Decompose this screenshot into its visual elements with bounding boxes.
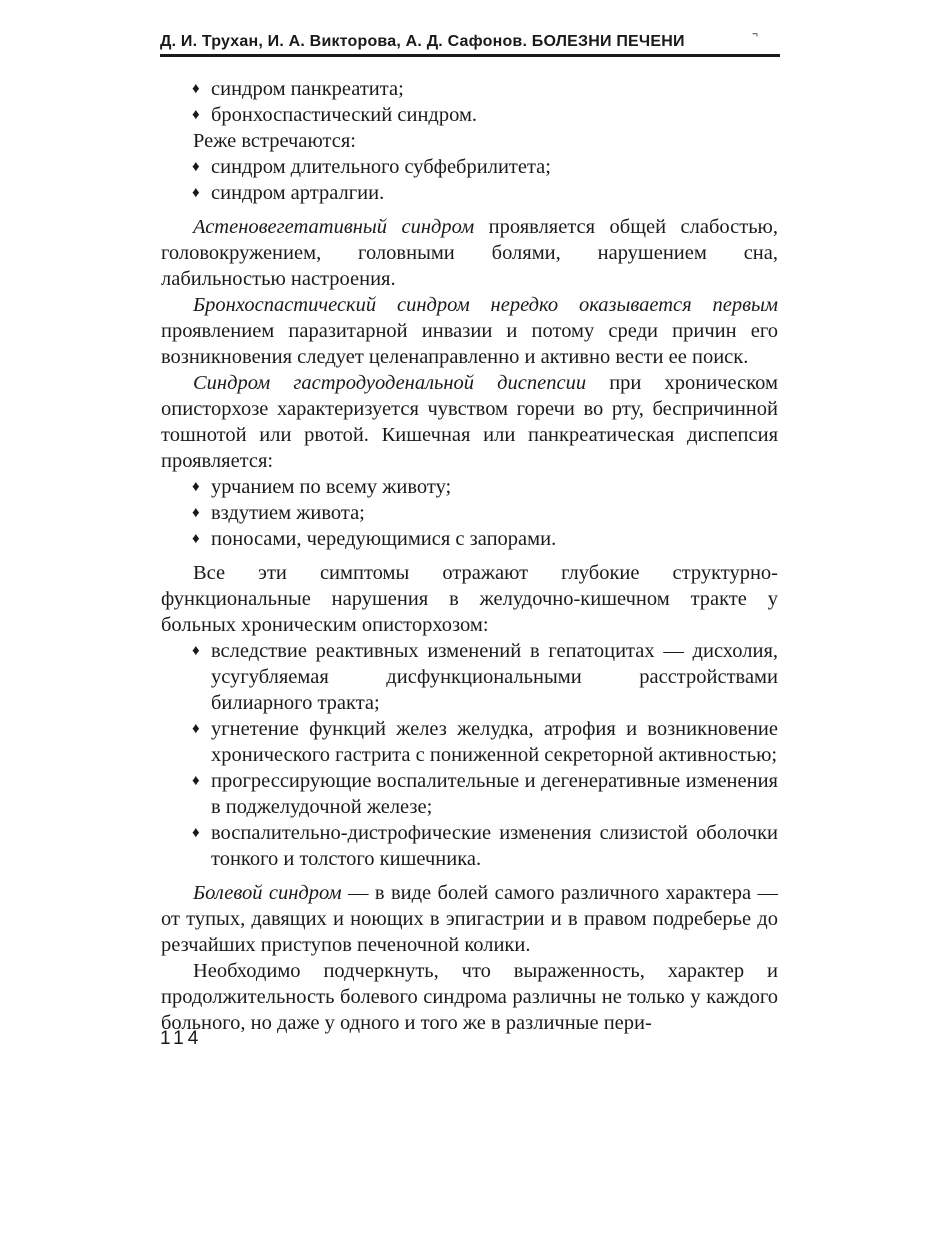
page-body: [161, 76, 778, 1036]
list-dyspepsia: [161, 474, 778, 552]
list-item: ♦ урчанием по всему животу;: [192, 476, 452, 498]
page-number: 114: [160, 1028, 203, 1049]
header-mark: ¬: [751, 29, 758, 40]
paragraph-pain: Болевой синдром — в виде болей самого различного характера — от тупых, давящих и ноющих в эпигастрии и в правом подреберье до резчайших приступов печеночной колики.: [161, 882, 778, 956]
bullet-icon: ♦: [192, 643, 200, 659]
term-asthenic: Астеновегетативный синдром: [193, 216, 475, 238]
term-dyspepsia: Синдром гастродуоденальной диспепсии: [193, 372, 587, 394]
bullet-icon: ♦: [192, 185, 200, 201]
list-item: ♦ угнетение функций желез желудка, атрофия и возникновение хронического гастрита с пониженной секреторной активностью;: [192, 718, 778, 766]
bullet-icon: ♦: [192, 81, 200, 97]
list-item: ♦ бронхоспастический синдром.: [192, 104, 478, 126]
list-item: ♦ синдром панкреатита;: [192, 78, 404, 100]
term-broncho: Бронхоспастический синдром нередко оказывается первым: [193, 294, 778, 316]
list-disorders: [161, 638, 778, 872]
list-item: ♦ вследствие реактивных изменений в гепатоцитах — дисхолия, усугубляемая дисфункциональными расстройствами билиарного тракта;: [192, 640, 778, 714]
list-item: ♦ поносами, чередующимися с запорами.: [192, 528, 557, 550]
list-item: ♦ синдром артралгии.: [192, 182, 385, 204]
list-rare: [161, 154, 778, 206]
paragraph-symptoms: Все эти симптомы отражают глубокие структурно-функциональные нарушения в желудочно-кишечном тракте у больных хроническим описторхозом:: [161, 562, 778, 636]
bullet-icon: ♦: [192, 159, 200, 175]
bullet-icon: ♦: [192, 773, 200, 789]
paragraph-emphasis: Необходимо подчеркнуть, что выраженность, характер и продолжительность болевого синдрома различны не только у каждого больного, но даже у одного и того же в различные пери-: [161, 960, 778, 1034]
rarely-label: Реже встречаются:: [193, 130, 356, 152]
list-top: [161, 76, 778, 128]
list-item: ♦ воспалительно-дистрофические изменения слизистой оболочки тонкого и толстого кишечника.: [192, 822, 778, 870]
bullet-icon: ♦: [192, 107, 200, 123]
bullet-icon: ♦: [192, 721, 200, 737]
list-item: ♦ прогрессирующие воспалительные и дегенеративные изменения в поджелудочной железе;: [192, 770, 778, 818]
list-item: ♦ синдром длительного субфебрилитета;: [192, 156, 551, 178]
paragraph-asthenic: Астеновегетативный синдром проявляется общей слабостью, головокружением, головными болями, нарушением сна, лабильностью настроения.: [161, 216, 778, 290]
running-header: [160, 30, 780, 57]
bullet-icon: ♦: [192, 505, 200, 521]
paragraph-dyspepsia: Синдром гастродуоденальной диспепсии при хроническом описторхозе характеризуется чувством горечи во рту, беспричинной тошнотой или рвотой. Кишечная или панкреатическая диспепсия проявляется:: [161, 372, 778, 472]
bullet-icon: ♦: [192, 825, 200, 841]
list-item: ♦ вздутием живота;: [192, 502, 365, 524]
term-pain: Болевой синдром: [193, 882, 342, 904]
bullet-icon: ♦: [192, 479, 200, 495]
header-title: Д. И. Трухан, И. А. Викторова, А. Д. Сафонов. БОЛЕЗНИ ПЕЧЕНИ: [160, 33, 685, 50]
bullet-icon: ♦: [192, 531, 200, 547]
paragraph-broncho: Бронхоспастический синдром нередко оказывается первым проявлением паразитарной инвазии и потому среди причин его возникновения следует целенаправленно и активно вести ее поиск.: [161, 294, 778, 368]
